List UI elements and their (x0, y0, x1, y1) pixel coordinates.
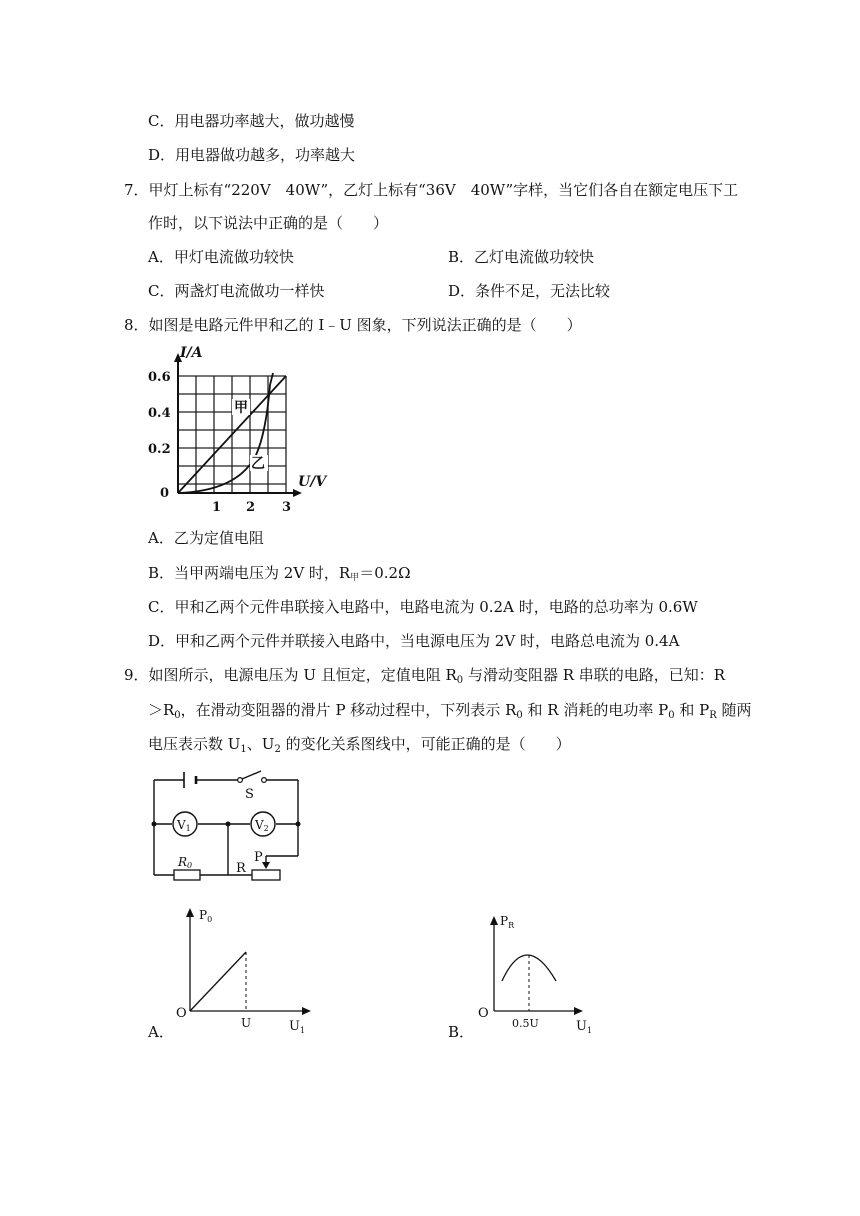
y-tick-06: 0.6 (148, 370, 171, 385)
q9-stem-line1: 9．如图所示，电源电压为 U 且恒定，定值电阻 $R_0$ 与滑动变阻器 R 串联的电路，已知：R (124, 666, 726, 686)
x-axis-arrow (293, 489, 302, 497)
q8-option-a: A．乙为定值电阻 (148, 529, 264, 547)
q7-option-d: D．条件不足，无法比较 (448, 282, 611, 300)
q6-option-d: D．用电器做功越多，功率越大 (148, 146, 356, 164)
q8-option-b: B．当甲两端电压为 2V 时，R甲＝0.2Ω (148, 564, 411, 583)
q9-graph-b (472, 903, 642, 1033)
y-axis-label: I/A (180, 345, 203, 361)
q7-option-b: B．乙灯电流做功较快 (448, 248, 595, 266)
label-jia: 甲 (234, 400, 248, 416)
q8-stem: 8．如图是电路元件甲和乙的 I﹣U 图象，下列说法正确的是（ ） (124, 316, 582, 334)
svg-text:V1: V1 (177, 818, 191, 833)
x-axis-label: U/V (298, 474, 327, 490)
graph-b-origin: O (478, 1006, 489, 1021)
rheostat-r-label: R (236, 861, 246, 876)
q7-stem-line1: 7．甲灯上标有“220V 40W”，乙灯上标有“36V 40W”字样，当它们各自在额定电压下工 (124, 181, 739, 199)
q7-option-a: A．甲灯电流做功较快 (148, 248, 294, 266)
resistor-r0-label: R0 (178, 855, 193, 870)
q9-graph-a (172, 903, 342, 1033)
graph-a-line (190, 952, 246, 1011)
graph-a-xlabel: $U_1$ (289, 1019, 306, 1035)
q8-option-c: C．甲和乙两个元件串联接入电路中，电路电流为 0.2A 时，电路的总功率为 0.6W (148, 598, 698, 616)
graph-a-xtick: U (241, 1016, 252, 1030)
junction-dot (296, 822, 301, 827)
label-yi: 乙 (251, 456, 265, 472)
y-tick-04: 0.4 (148, 406, 171, 421)
x-tick-2: 2 (246, 500, 256, 515)
graph-a-origin: O (176, 1006, 187, 1021)
y-tick-02: 0.2 (148, 442, 171, 457)
junction-dot (226, 822, 231, 827)
battery-symbol (184, 772, 196, 788)
q7-stem-line2: 作时，以下说法中正确的是（ ） (148, 214, 389, 232)
q9-stem-line2: $>R_0$，在滑动变阻器的滑片 P 移动过程中，下列表示 $R_0$ 和 R 消耗的电功率 $P_0$ 和 $P_R$ 随两 (148, 701, 752, 721)
graph-a-ylabel: $P_0$ (199, 908, 213, 924)
graph-b-ylabel: $P_R$ (500, 914, 515, 930)
q9-option-b-label: B． (448, 1023, 475, 1041)
slider-arrow (262, 862, 270, 869)
x-tick-1: 1 (212, 500, 222, 515)
x-tick-3: 3 (282, 500, 292, 515)
voltmeter-v2 (251, 812, 275, 836)
rheostat-r (252, 870, 280, 880)
svg-text:V2: V2 (255, 818, 269, 833)
q8-option-d: D．甲和乙两个元件并联接入电路中，当电源电压为 2V 时，电路总电流为 0.4A (148, 632, 680, 650)
junction-dot (152, 822, 157, 827)
voltmeter-v1 (173, 812, 197, 836)
y-tick-0: 0 (160, 486, 170, 501)
resistor-r0 (174, 870, 200, 880)
q6-option-c: C．用电器功率越大，做功越慢 (148, 112, 355, 130)
q9-stem-line3: 电压表示数 $U_1$、$U_2$ 的变化关系图线中，可能正确的是（ ） (148, 735, 571, 755)
q8-iu-graph (140, 345, 340, 515)
slider-p-label: P (254, 850, 263, 865)
graph-b-xlabel: $U_1$ (576, 1019, 593, 1035)
q9-circuit-diagram (148, 768, 328, 888)
q7-option-c: C．两盏灯电流做功一样快 (148, 282, 325, 300)
curve-yi (178, 373, 273, 493)
switch-label: S (245, 787, 254, 802)
switch-symbol (238, 771, 267, 782)
graph-b-xtick: 0.5U (512, 1017, 539, 1030)
q9-option-a-label: A． (148, 1023, 174, 1041)
